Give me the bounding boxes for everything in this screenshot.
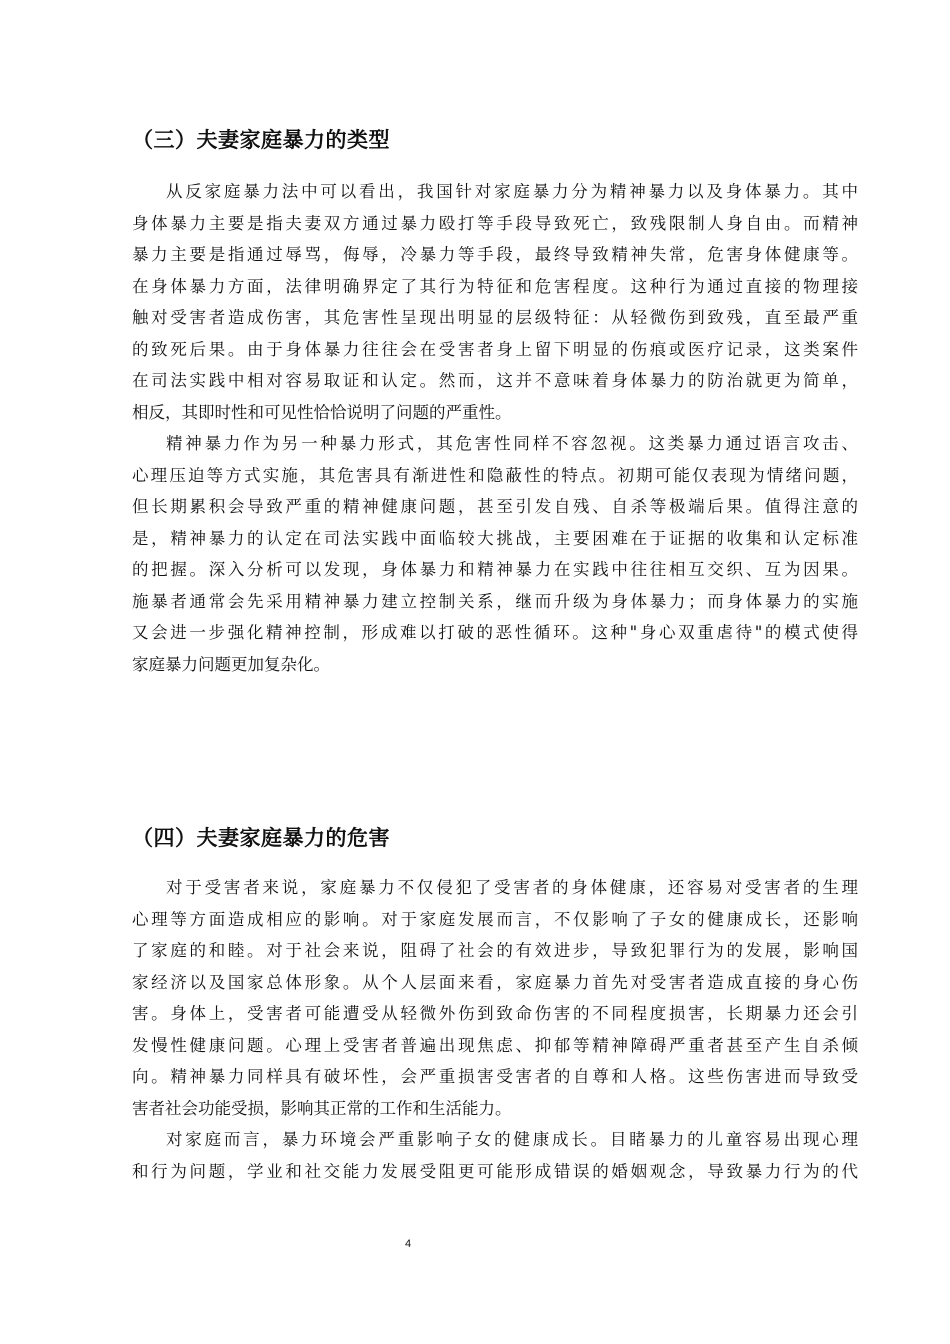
text-line: 身体暴力主要是指夫妻双方通过暴力殴打等手段导致死亡，致残限制人身自由。而精神	[132, 213, 858, 233]
text-line: 家庭暴力问题更加复杂化。	[132, 654, 330, 674]
text-line: 暴力主要是指通过辱骂，侮辱，冷暴力等手段，最终导致精神失常，危害身体健康等。	[132, 245, 858, 264]
text-line: 发慢性健康问题。心理上受害者普遍出现焦虑、抑郁等精神障碍严重者甚至产生自杀倾	[132, 1035, 858, 1055]
page-number: 4	[404, 1238, 412, 1250]
text-line: 对于受害者来说，家庭暴力不仅侵犯了受害者的身体健康，还容易对受害者的生理	[166, 878, 858, 897]
text-line: 又会进一步强化精神控制，形成难以打破的恶性循环。这种"身心双重虐待"的模式使得	[132, 623, 858, 642]
text-line: 心理压迫等方式实施，其危害具有渐进性和隐蔽性的特点。初期可能仅表现为情绪问题，	[132, 465, 858, 485]
section-body-harms	[132, 872, 858, 1187]
text-line: 施暴者通常会先采用精神暴力建立控制关系，继而升级为身体暴力；而身体暴力的实施	[132, 591, 858, 611]
section-body-types	[132, 176, 858, 680]
text-line: 在身体暴力方面，法律明确界定了其行为特征和危害程度。这种行为通过直接的物理接	[132, 276, 858, 296]
text-line: 害。身体上，受害者可能遭受从轻微外伤到致命伤害的不同程度损害，长期暴力还会引	[132, 1004, 858, 1023]
text-line: 精神暴力作为另一种暴力形式，其危害性同样不容忽视。这类暴力通过语言攻击、	[166, 434, 858, 453]
text-line: 从反家庭暴力法中可以看出，我国针对家庭暴力分为精神暴力以及身体暴力。其中	[166, 182, 858, 201]
text-line: 家经济以及国家总体形象。从个人层面来看，家庭暴力首先对受害者造成直接的身心伤	[132, 972, 858, 992]
text-line: 和行为问题，学业和社交能力发展受阻更可能形成错误的婚姻观念，导致暴力行为的代	[132, 1161, 858, 1181]
text-line: 但长期累积会导致严重的精神健康问题，甚至引发自残、自杀等极端后果。值得注意的	[132, 497, 858, 516]
text-line: 的致死后果。由于身体暴力往往会在受害者身上留下明显的伤痕或医疗记录，这类案件	[132, 339, 858, 359]
text-line: 的把握。深入分析可以发现，身体暴力和精神暴力在实践中往往相互交织、互为因果。	[132, 560, 858, 579]
text-line: 心理等方面造成相应的影响。对于家庭发展而言，不仅影响了子女的健康成长，还影响	[132, 909, 858, 929]
section-heading-types: （三）夫妻家庭暴力的类型	[132, 128, 390, 152]
text-line: 是，精神暴力的认定在司法实践中面临较大挑战，主要困难在于证据的收集和认定标准	[132, 528, 858, 548]
text-line: 在司法实践中相对容易取证和认定。然而，这并不意味着身体暴力的防治就更为简单，	[132, 371, 858, 390]
section-heading-harms: （四）夫妻家庭暴力的危害	[132, 826, 390, 850]
text-line: 相反，其即时性和可见性恰恰说明了问题的严重性。	[132, 402, 512, 422]
text-line: 害者社会功能受损，影响其正常的工作和生活能力。	[132, 1098, 512, 1118]
text-line: 对家庭而言，暴力环境会严重影响子女的健康成长。目睹暴力的儿童容易出现心理	[166, 1130, 858, 1149]
text-line: 了家庭的和睦。对于社会来说，阻碍了社会的有效进步，导致犯罪行为的发展，影响国	[132, 941, 858, 960]
text-line: 向。精神暴力同样具有破坏性，会严重损害受害者的自尊和人格。这些伤害进而导致受	[132, 1067, 858, 1086]
text-line: 触对受害者造成伤害，其危害性呈现出明显的层级特征：从轻微伤到致残，直至最严重	[132, 308, 858, 327]
